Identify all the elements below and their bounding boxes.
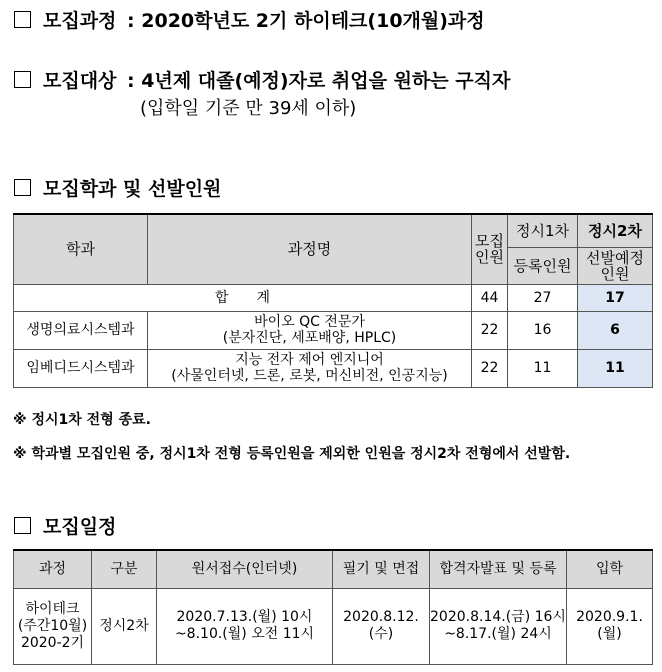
checkbox-square-icon [14,11,31,28]
schedule-course: 하이테크 (주간10월) 2020-2기 [14,588,92,664]
schedule-label: 모집일정 [43,516,117,538]
row-recruit: 22 [472,349,508,387]
schedule-apply: 2020.7.13.(월) 10시 ~8.10.(월) 오전 11시 [157,588,333,664]
header-recruit: 모집 인원 [472,214,508,284]
target-label: 모집대상 [43,70,117,92]
course-label: 모집과정 [43,10,117,32]
header-result: 합격자발표 및 등록 [430,550,567,588]
schedule-table [13,549,653,665]
header-round1-sub: 등록인원 [508,247,578,284]
header-course: 과정 [14,550,92,588]
total-row [14,284,653,311]
table-row [14,311,653,349]
target-value: : 4년제 대졸(예정)자로 취업을 원하는 구직자 [120,70,511,92]
row-planned: 11 [578,349,653,387]
row-registered: 11 [508,349,578,387]
row-course: 바이오 QC 전문가 (분자진단, 세포배양, HPLC) [148,311,472,349]
row-course: 지능 전자 제어 엔지니어 (사물인터넷, 드론, 로봇, 머신비전, 인공지능) [148,349,472,387]
section-schedule [14,512,116,539]
table-row [14,349,653,387]
note-round2-selection: ※ 학과별 모집인원 중, 정시1차 전형 등록인원을 제외한 인원을 정시2차 전형에서 선발함. [13,446,571,462]
checkbox-square-icon [14,179,31,196]
total-recruit: 44 [472,284,508,311]
target-value-text: 4년제 대졸(예정)자로 취업을 원하는 구직자 [141,70,511,92]
section-target [14,66,510,93]
schedule-type: 정시2차 [92,588,157,664]
header-round1: 정시1차 [508,214,578,247]
table-row [14,588,653,664]
note-round1-closed: ※ 정시1차 전형 종료. [13,412,151,428]
row-dept: 임베디드시스템과 [14,349,148,387]
row-dept: 생명의료시스템과 [14,311,148,349]
checkbox-square-icon [14,71,31,88]
row-recruit: 22 [472,311,508,349]
total-label: 합 계 [14,284,472,311]
course-value: : 2020학년도 2기 하이테크(10개월)과정 [120,10,485,32]
header-round2: 정시2차 [578,214,653,247]
section-course [14,6,485,33]
schedule-exam: 2020.8.12.(수) [333,588,430,664]
header-exam: 필기 및 면접 [333,550,430,588]
row-planned: 6 [578,311,653,349]
header-admission: 입학 [567,550,653,588]
total-planned: 17 [578,284,653,311]
section-departments [14,174,221,201]
header-apply: 원서접수(인터넷) [157,550,333,588]
departments-table [13,213,653,388]
course-value-text: 2020학년도 2기 하이테크(10개월)과정 [141,10,485,32]
total-registered: 27 [508,284,578,311]
schedule-result: 2020.8.14.(금) 16시 ~8.17.(월) 24시 [430,588,567,664]
schedule-admission: 2020.9.1.(월) [567,588,653,664]
departments-label: 모집학과 및 선발인원 [43,178,222,200]
header-type: 구분 [92,550,157,588]
target-note: (입학일 기준 만 39세 이하) [140,98,357,119]
header-course: 과정명 [148,214,472,284]
header-dept: 학과 [14,214,148,284]
header-round2-sub: 선발예정 인원 [578,247,653,284]
row-registered: 16 [508,311,578,349]
checkbox-square-icon [14,517,31,534]
